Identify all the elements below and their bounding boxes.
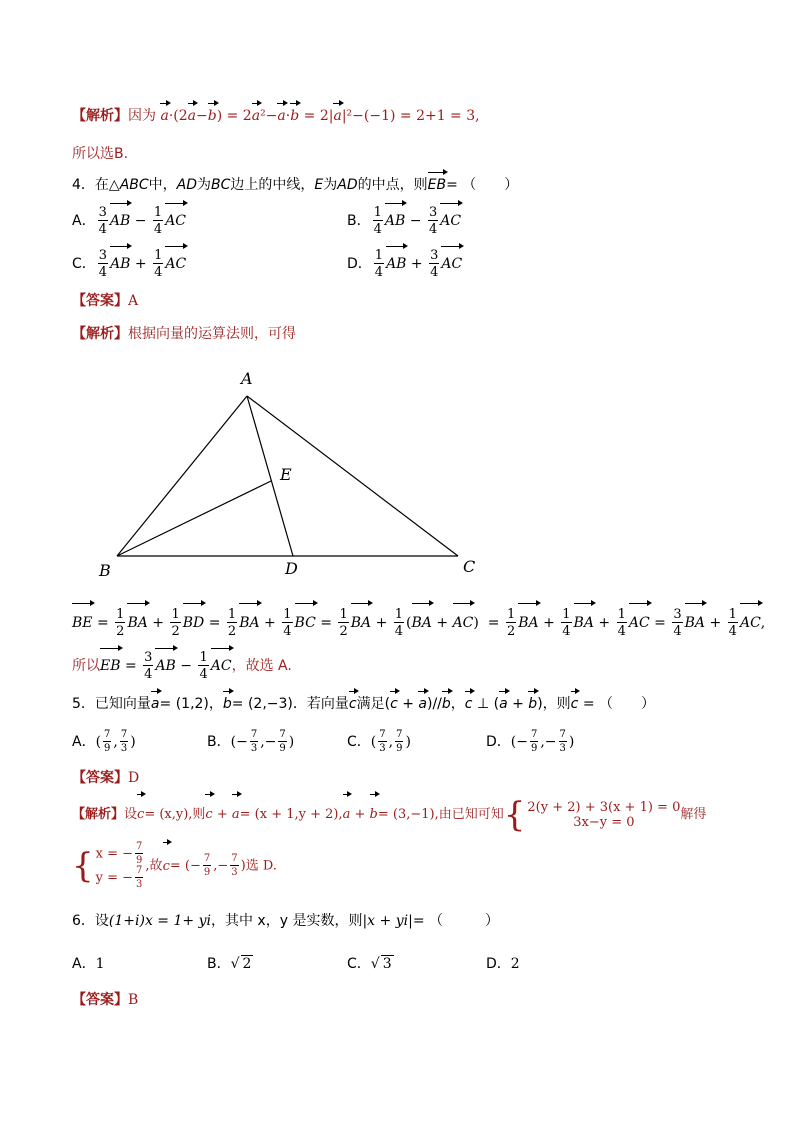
q5-option-c[interactable]: C．( $\frac{7}{3}$ , $\frac{7}{9}$ ) xyxy=(347,729,411,754)
side-ac xyxy=(247,396,458,556)
q3-equation: a·(2a−b) = 2a²−a·b = 2|a|²−(−1) = 2+1 = 3, xyxy=(160,108,480,124)
q4-option-b[interactable]: B． $\frac{1}{4}$ AB − $\frac{3}{4}$ AC xyxy=(347,205,462,237)
q4-option-d[interactable]: D． $\frac{1}{4}$ AB + $\frac{3}{4}$ AC xyxy=(347,248,463,280)
q3-conclusion: 所以选B. xyxy=(72,146,129,162)
label-a: A xyxy=(241,369,253,388)
q3-analysis-line: 【解析】因为 a·(2a−b) = 2a²−a·b = 2|a|²−(−1) = 2+1 = 3, xyxy=(72,108,480,124)
q4-analysis: 【解析】根据向量的运算法则，可得 xyxy=(72,326,296,342)
q5-option-d[interactable]: D．(− $\frac{7}{9}$ ,− $\frac{7}{3}$ ) xyxy=(486,729,575,754)
q6-option-d[interactable]: D．2 xyxy=(486,956,520,972)
q5-answer: 【答案】D xyxy=(72,770,140,786)
segment-be xyxy=(117,481,271,556)
label-d: D xyxy=(285,559,298,578)
q4-conclusion: 所以EB = $\frac{3}{4}$ AB − $\frac{1}{4}$ AC，故选 A. xyxy=(72,650,292,682)
q4-derivation: BE = $\frac{1}{2}$ BA + $\frac{1}{2}$ BD = $\frac{1}{2}$ BA + $\frac{1}{4}$ BC = $\frac{1}{2}$ BA + $\frac{1}{4}$ (BA + AC) = $\frac{1}{2}$ BA + $\frac{1}{4}$ BA + $\frac{1}{4}$ AC = $\frac{3}{4}$ BA + $\frac{1}{4}$ AC, xyxy=(72,607,766,639)
q4-answer: 【答案】A xyxy=(72,293,139,309)
label-c: C xyxy=(463,557,476,576)
q4-stem: 4．在△ABC中，AD为BC边上的中线，E为AD的中点，则EB= （ ） xyxy=(72,177,519,193)
label-e: E xyxy=(280,465,292,484)
q4-option-c[interactable]: C． $\frac{3}{4}$ AB + $\frac{1}{4}$ AC xyxy=(72,248,187,280)
q6-option-c[interactable]: C．√ 3 xyxy=(347,956,392,972)
q6-option-a[interactable]: A．1 xyxy=(72,956,105,972)
triangle-figure xyxy=(95,362,495,584)
q6-stem: 6．设(1+i)x = 1+ yi，其中 x，y 是实数，则|x + yi|= （ ） xyxy=(72,913,499,929)
label-b: B xyxy=(99,561,111,580)
q5-analysis: 【解析】设c= (x,y),则c + a= (x + 1,y + 2),a + b= (3,−1),由已知可知{ 2(y + 2) + 3(x + 1) = 0 3x−y = 0 解得 xyxy=(72,794,707,835)
q5-stem: 5．已知向量a= (1,2)，b= (2,−3)．若向量c满足(c + a)//b，c ⊥ (a + b)，则c = （ ） xyxy=(72,696,655,712)
q5-option-b[interactable]: B．(− $\frac{7}{3}$ ,− $\frac{7}{9}$ ) xyxy=(207,729,295,754)
q6-answer: 【答案】B xyxy=(72,992,139,1008)
q4-option-a[interactable]: A． $\frac{3}{4}$ AB − $\frac{1}{4}$ AC xyxy=(72,205,187,237)
q5-solution: { x = − $\frac{7}{9}$ y = − $\frac{7}{3}$ ,故c= (− $\frac{7}{9}$ ,− $\frac{7}{3}$ )选 D. xyxy=(72,841,277,890)
q5-option-a[interactable]: A．( $\frac{7}{9}$ , $\frac{7}{3}$ ) xyxy=(72,729,136,754)
analysis-tag: 【解析】 xyxy=(72,108,128,124)
side-ab xyxy=(117,396,247,556)
q6-option-b[interactable]: B．√ 2 xyxy=(207,956,252,972)
